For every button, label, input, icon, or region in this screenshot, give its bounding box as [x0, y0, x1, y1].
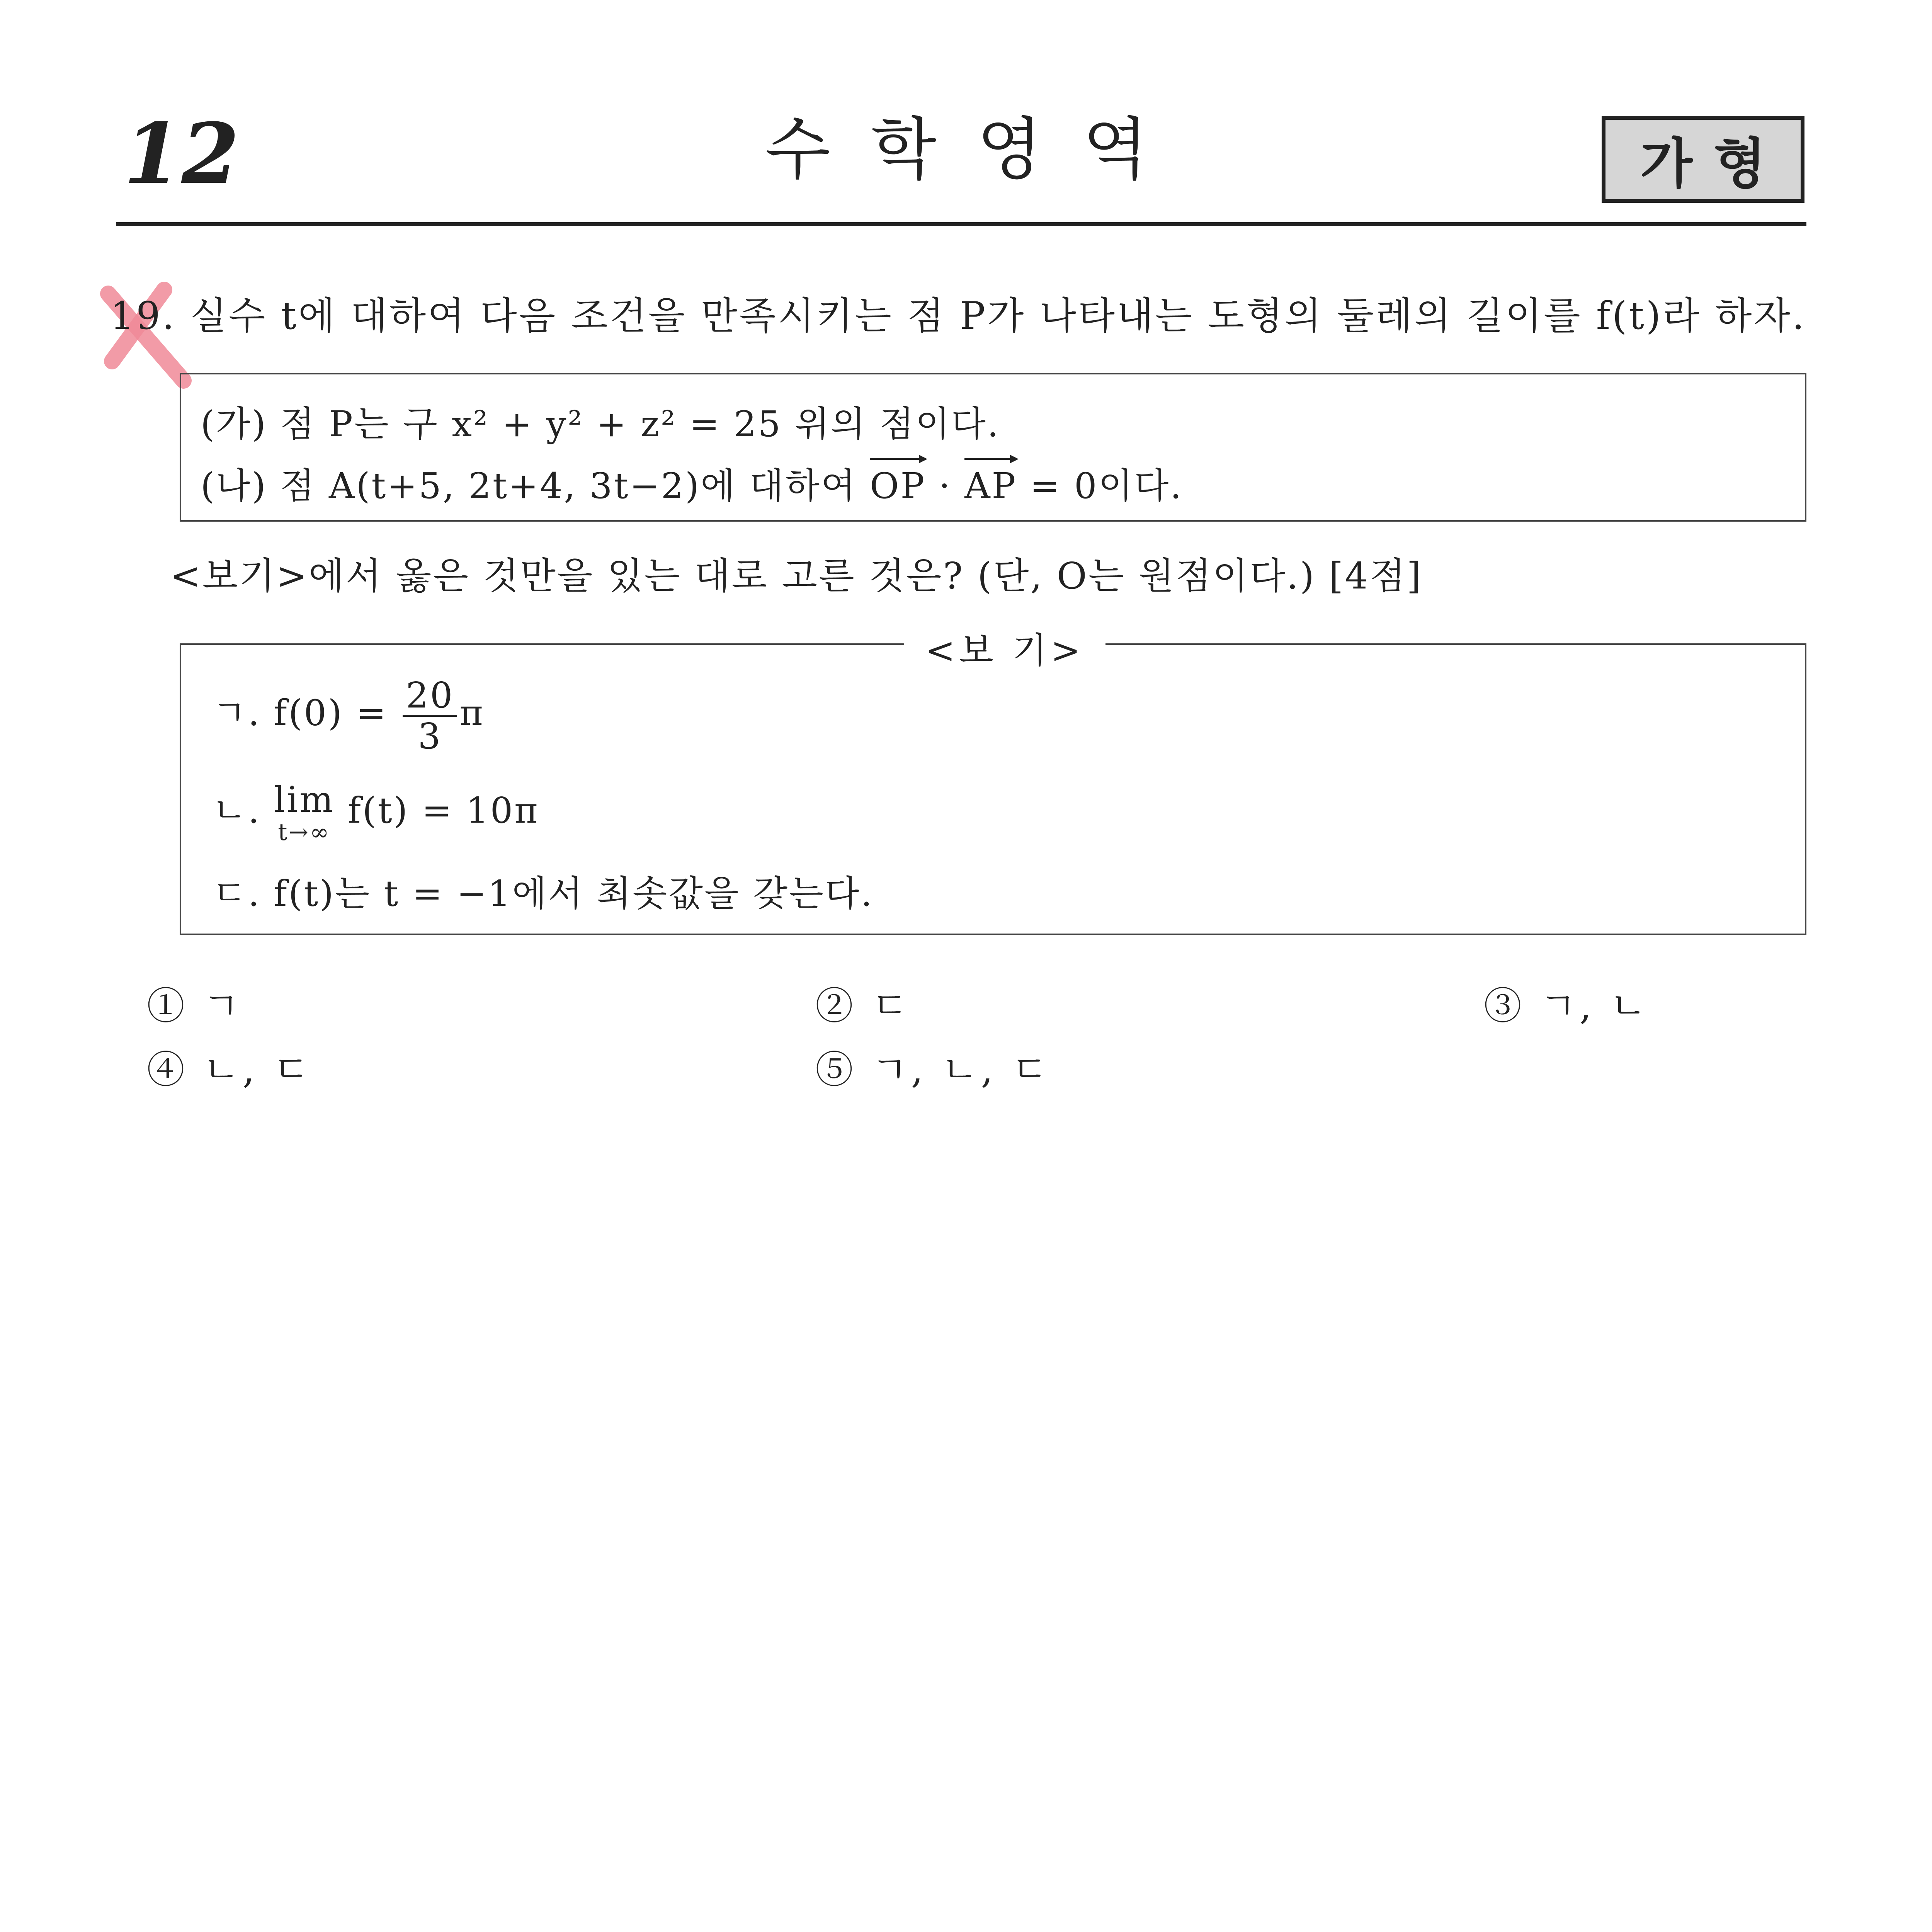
fraction-denominator: 3 — [418, 716, 442, 757]
question-number: 19. — [110, 294, 176, 338]
vector-ap: AP — [964, 465, 1017, 507]
choice-4[interactable]: ④ ㄴ, ㄷ — [147, 1048, 313, 1092]
limit-operator: lim — [274, 779, 335, 820]
header-divider — [116, 222, 1806, 226]
subject-title: 수학영역 — [765, 111, 1189, 189]
choice-3[interactable]: ③ ㄱ, ㄴ — [1484, 984, 1650, 1028]
conditions-box — [180, 373, 1806, 522]
question-stem — [110, 294, 1806, 339]
condition-na-suffix: = 0이다. — [1017, 465, 1183, 507]
condition-ga: (가) 점 P는 구 x² + y² + z² = 25 위의 점이다. — [201, 403, 1000, 445]
dot-operator: · — [926, 465, 965, 507]
bogi-item-2-prefix: ㄴ. — [212, 790, 274, 831]
choice-2[interactable]: ② ㄷ — [815, 984, 911, 1028]
page-number: 12 — [124, 105, 240, 202]
exam-type-badge — [1602, 116, 1804, 203]
choice-1[interactable]: ① ㄱ — [147, 984, 243, 1028]
bogi-item-2-suffix: f(t) = 10π — [335, 790, 539, 831]
vector-op: OP — [870, 465, 926, 507]
question-text: 실수 t에 대하여 다음 조건을 만족시키는 점 P가 나타내는 도형의 둘레의 길이를 f(t)라 하자. — [190, 294, 1806, 338]
bogi-title: <보 기> — [904, 622, 1105, 673]
bogi-item-3: ㄷ. f(t)는 t = −1에서 최솟값을 갖는다. — [212, 873, 874, 914]
bogi-item-1-suffix: π — [459, 692, 485, 734]
choice-5[interactable]: ⑤ ㄱ, ㄴ, ㄷ — [815, 1048, 1051, 1092]
limit-subscript: t→∞ — [278, 819, 331, 846]
bogi-item-1-prefix: ㄱ. f(0) = — [212, 692, 401, 734]
condition-na-prefix: (나) 점 A(t+5, 2t+4, 3t−2)에 대하여 — [201, 465, 870, 507]
bogi-item-1 — [212, 676, 485, 756]
bogi-box — [180, 643, 1806, 935]
fraction-numerator: 20 — [403, 676, 457, 717]
exam-type-label: 가형 — [1640, 133, 1787, 196]
fraction — [403, 676, 457, 756]
question-instruction: <보기>에서 옳은 것만을 있는 대로 고른 것은? (단, O는 원점이다.) [4점] — [170, 555, 1423, 597]
limit-expression — [274, 779, 335, 846]
condition-na — [201, 457, 1183, 509]
bogi-item-2 — [212, 779, 539, 846]
